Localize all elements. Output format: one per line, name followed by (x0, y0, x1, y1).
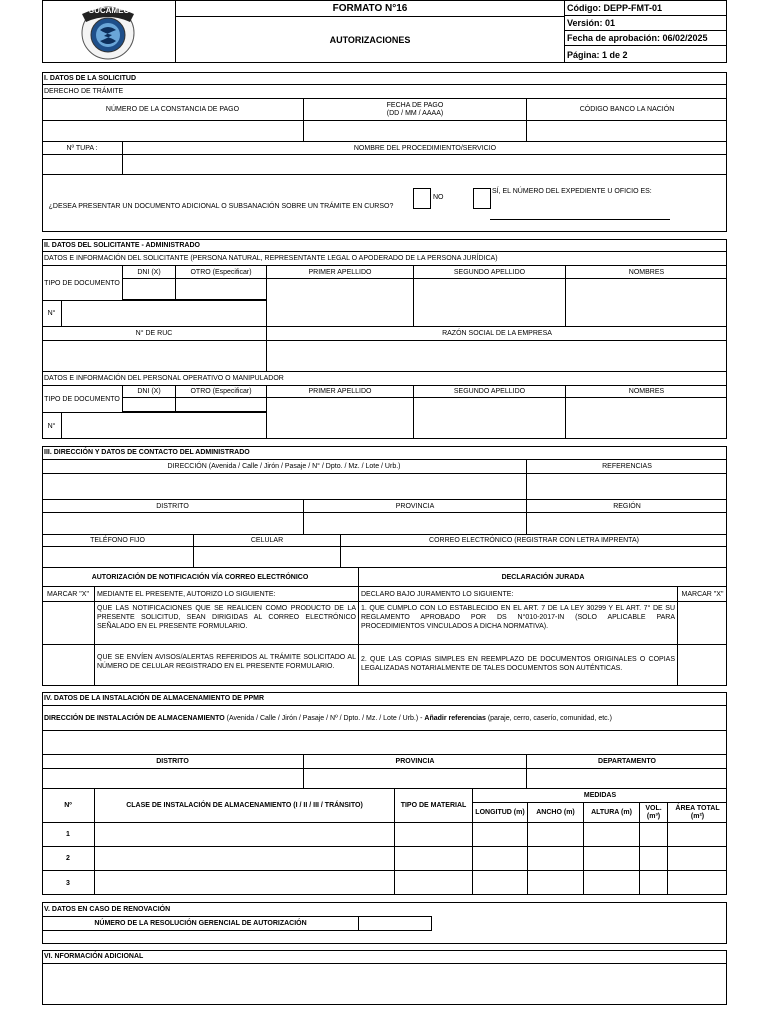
storage-class-input[interactable] (95, 823, 395, 847)
province-label: PROVINCIA (304, 500, 527, 513)
declaration-2-checkbox[interactable] (678, 645, 727, 686)
names-label: NOMBRES (566, 266, 727, 279)
section-5-title: V. DATOS EN CASO DE RENOVACIÓN (44, 905, 171, 913)
surname2-label: SEGUNDO APELLIDO (414, 266, 566, 279)
doc-number-input[interactable] (62, 300, 267, 327)
procedure-name-label: NOMBRE DEL PROCEDIMIENTO/SERVICIO (123, 142, 727, 155)
storage-department-input[interactable] (527, 769, 727, 789)
storage-no-header: Nº (42, 789, 95, 823)
email-input[interactable] (341, 547, 727, 568)
doc-version: Versión: 01 (565, 16, 727, 31)
operator-doc-type-label: TIPO DE DOCUMENTO (42, 386, 123, 412)
doc-title: AUTORIZACIONES (329, 35, 411, 45)
width-input[interactable] (528, 847, 584, 871)
email-label: CORREO ELECTRÓNICO (REGISTRAR CON LETRA IMPRENTA) (341, 535, 727, 547)
section-4-title: IV. DATOS DE LA INSTALACIÓN DE ALMACENAMIENTO DE PPMR (42, 692, 727, 706)
other-doc-input[interactable] (176, 279, 267, 300)
doc-number-label: N° (42, 300, 62, 327)
tupa-label: Nº TUPA : (42, 142, 123, 155)
notification-title: AUTORIZACIÓN DE NOTIFICACIÓN VÍA CORREO ELECTRÓNICO (42, 568, 359, 587)
region-label: REGIÓN (527, 500, 727, 513)
operator-other-label: OTRO (Especificar) (176, 386, 267, 398)
notification-intro: MEDIANTE EL PRESENTE, AUTORIZO LO SIGUIENTE: (95, 587, 359, 602)
mobile-label: CELULAR (194, 535, 341, 547)
section-3-title: III. DIRECCIÓN Y DATOS DE CONTACTO DEL ADMINISTRADO (42, 446, 727, 460)
other-doc-label: OTRO (Especificar) (176, 266, 267, 279)
payment-date-format: (DD / MM / AAAA) (386, 109, 444, 117)
storage-department-label: DEPARTAMENTO (527, 755, 727, 769)
volume-input[interactable] (640, 871, 668, 895)
notification-mark-label: MARCAR "X" (42, 587, 95, 602)
storage-row-number: 2 (42, 847, 95, 871)
region-input[interactable] (527, 513, 727, 535)
operator-other-input[interactable] (176, 398, 267, 412)
operator-doc-number-input[interactable] (62, 412, 267, 439)
area-input[interactable] (668, 823, 727, 847)
ruc-input[interactable] (42, 341, 267, 372)
storage-address-label (42, 706, 727, 731)
storage-row-number: 1 (42, 823, 95, 847)
amendment-question: ¿DESEA PRESENTAR UN DOCUMENTO ADICIONAL O SUBSANACIÓN SOBRE UN TRÁMITE EN CURSO? (48, 202, 394, 210)
storage-district-label: DISTRITO (42, 755, 304, 769)
length-input[interactable] (473, 871, 528, 895)
ruc-label: N° DE RUC (42, 327, 267, 341)
operator-subtitle: DATOS E INFORMACIÓN DEL PERSONAL OPERATIVO O MANIPULADOR (42, 372, 727, 386)
expedient-number-input[interactable] (490, 204, 670, 220)
operator-surname1-label: PRIMER APELLIDO (267, 386, 414, 398)
operator-surname2-label: SEGUNDO APELLIDO (414, 386, 566, 398)
height-header: ALTURA (m) (584, 803, 640, 823)
declaration-1-text: 1. QUE CUMPLO CON LO ESTABLECIDO EN EL ART. 7 DE LA LEY 30299 Y EL ART. 7° DE SU REGLAMENTO APROBADO POR DS N°010-2017-IN (SOLO APLICABLE PARA PROCEDIMIENTOS VINCULADOS A DICHA NORMATIVA). (359, 602, 678, 645)
receipt-number-input[interactable] (42, 121, 304, 142)
storage-province-input[interactable] (304, 769, 527, 789)
storage-row-number: 3 (42, 871, 95, 895)
storage-material-input[interactable] (395, 847, 473, 871)
format-title: FORMATO N°16 (176, 0, 564, 17)
length-input[interactable] (473, 847, 528, 871)
declaration-mark-label: MARCAR "X" (678, 587, 727, 602)
storage-class-input[interactable] (95, 847, 395, 871)
area-input[interactable] (668, 871, 727, 895)
district-label: DISTRITO (42, 500, 304, 513)
storage-address-input[interactable] (42, 731, 727, 755)
company-label: RAZÓN SOCIAL DE LA EMPRESA (267, 327, 727, 341)
operator-doc-number-label: N° (42, 412, 62, 439)
resolution-input[interactable] (358, 916, 432, 931)
storage-district-input[interactable] (42, 769, 304, 789)
declaration-title: DECLARACIÓN JURADA (359, 568, 727, 587)
volume-input[interactable] (640, 847, 668, 871)
height-input[interactable] (584, 847, 640, 871)
phone-label: TELÉFONO FIJO (42, 535, 194, 547)
doc-type-label: TIPO DE DOCUMENTO (42, 266, 123, 300)
fee-label: DERECHO DE TRÁMITE (42, 85, 727, 99)
storage-references-hint: (paraje, cerro, caserío, comunidad, etc.) (485, 714, 612, 722)
area-header: ÁREA TOTAL (m²) (668, 803, 727, 823)
mobile-input[interactable] (194, 547, 341, 568)
declaration-1-checkbox[interactable] (678, 602, 727, 645)
receipt-number-label: NÚMERO DE LA CONSTANCIA DE PAGO (42, 99, 304, 121)
bank-code-input[interactable] (527, 121, 727, 142)
address-label: DIRECCIÓN (Avenida / Calle / Jirón / Pasaje / N° / Dpto. / Mz. / Lote / Urb.) (42, 460, 527, 474)
volume-input[interactable] (640, 823, 668, 847)
storage-class-header: CLASE DE INSTALACIÓN DE ALMACENAMIENTO (I / II / III / TRÁNSITO) (95, 789, 395, 823)
width-header: ANCHO (m) (528, 803, 584, 823)
logo (42, 0, 175, 63)
operator-dni-checkbox[interactable] (123, 398, 176, 412)
additional-info-input[interactable] (42, 964, 727, 1005)
amendment-yes-checkbox[interactable] (473, 188, 491, 209)
storage-material-input[interactable] (395, 823, 473, 847)
amendment-no-label: NO (433, 194, 444, 201)
procedure-name-input[interactable] (123, 155, 727, 174)
tupa-input[interactable] (42, 155, 123, 174)
payment-date-label (304, 99, 527, 121)
payment-date-input[interactable] (304, 121, 527, 142)
province-input[interactable] (304, 513, 527, 535)
address-input[interactable] (42, 474, 527, 500)
storage-address-hint: (Avenida / Calle / Jirón / Pasaje / Nº / Dpto. / Mz. / Lote / Urb.) - (224, 714, 425, 722)
storage-class-input[interactable] (95, 871, 395, 895)
declaration-intro: DECLARO BAJO JURAMENTO LO SIGUIENTE: (359, 587, 678, 602)
height-input[interactable] (584, 871, 640, 895)
doc-code: Código: DEPP-FMT-01 (565, 0, 727, 16)
district-input[interactable] (42, 513, 304, 535)
operator-dni-label: DNI (X) (123, 386, 176, 398)
width-input[interactable] (528, 871, 584, 895)
operator-surname2-input[interactable] (414, 398, 566, 439)
payment-date-title: FECHA DE PAGO (386, 101, 444, 109)
amendment-yes-label: SÍ, EL NÚMERO DEL EXPEDIENTE U OFICIO ES: (492, 188, 652, 195)
bank-code-label: CÓDIGO BANCO LA NACIÓN (527, 99, 727, 121)
storage-references-title: Añadir referencias (424, 714, 486, 722)
section-2-title: II. DATOS DEL SOLICITANTE - ADMINISTRADO (42, 239, 727, 252)
applicant-subtitle: DATOS E INFORMACIÓN DEL SOLICITANTE (PERSONA NATURAL, REPRESENTANTE LEGAL O APODERADO DE LA PERSONA JURÍDICA) (42, 252, 727, 266)
storage-province-label: PROVINCIA (304, 755, 527, 769)
storage-material-input[interactable] (395, 871, 473, 895)
notification-sms-checkbox[interactable] (42, 645, 95, 686)
operator-surname1-input[interactable] (267, 398, 414, 439)
operator-names-label: NOMBRES (566, 386, 727, 398)
divider (42, 174, 727, 175)
amendment-no-checkbox[interactable] (413, 188, 431, 209)
references-input[interactable] (527, 474, 727, 500)
storage-material-header: TIPO DE MATERIAL (395, 789, 473, 823)
notification-email-checkbox[interactable] (42, 602, 95, 645)
measures-header: MEDIDAS (473, 789, 727, 803)
declaration-2-text: 2. QUE LAS COPIAS SIMPLES EN REEMPLAZO DE DOCUMENTOS ORIGINALES O COPIAS LEGALIZADAS NOTARIALMENTE DE TALES DOCUMENTOS SON AUTÉNTICAS. (359, 645, 678, 686)
surname2-input[interactable] (414, 279, 566, 327)
page-number: Página: 1 de 2 (567, 49, 628, 60)
volume-header: VOL. (m³) (640, 803, 668, 823)
dni-checkbox[interactable] (123, 279, 176, 300)
width-input[interactable] (528, 823, 584, 847)
resolution-label: NÚMERO DE LA RESOLUCIÓN GERENCIAL DE AUTORIZACIÓN (42, 916, 359, 931)
surname1-label: PRIMER APELLIDO (267, 266, 414, 279)
length-header: LONGITUD (m) (473, 803, 528, 823)
length-input[interactable] (473, 823, 528, 847)
section-6-title: VI. NFORMACIÓN ADICIONAL (42, 950, 727, 964)
company-input[interactable] (267, 341, 727, 372)
notification-sms-text: QUE SE ENVÍEN AVISOS/ALERTAS REFERIDOS AL TRÁMITE SOLICITADO AL NÚMERO DE CELULAR REGISTRADO EN EL PRESENTE FORMULARIO. (95, 645, 359, 686)
references-label: REFERENCIAS (527, 460, 727, 474)
storage-address-title: DIRECCIÓN DE INSTALACIÓN DE ALMACENAMIENTO (44, 714, 225, 722)
area-input[interactable] (668, 847, 727, 871)
approval-date: Fecha de aprobación: 06/02/2025 (565, 31, 727, 46)
height-input[interactable] (584, 823, 640, 847)
phone-input[interactable] (42, 547, 194, 568)
logo-text: SUCAMEC (88, 6, 130, 15)
dni-label: DNI (X) (123, 266, 176, 279)
notification-email-text: QUE LAS NOTIFICACIONES QUE SE REALICEN COMO PRODUCTO DE LA PRESENTE SOLICITUD, SEAN DIRIGIDAS AL CORREO ELECTRÓNICO SEÑALADO EN EL PRESENTE FORMULARIO. (95, 602, 359, 645)
operator-names-input[interactable] (566, 398, 727, 439)
surname1-input[interactable] (267, 279, 414, 327)
section-1-title: I. DATOS DE LA SOLICITUD (42, 72, 727, 85)
names-input[interactable] (566, 279, 727, 327)
